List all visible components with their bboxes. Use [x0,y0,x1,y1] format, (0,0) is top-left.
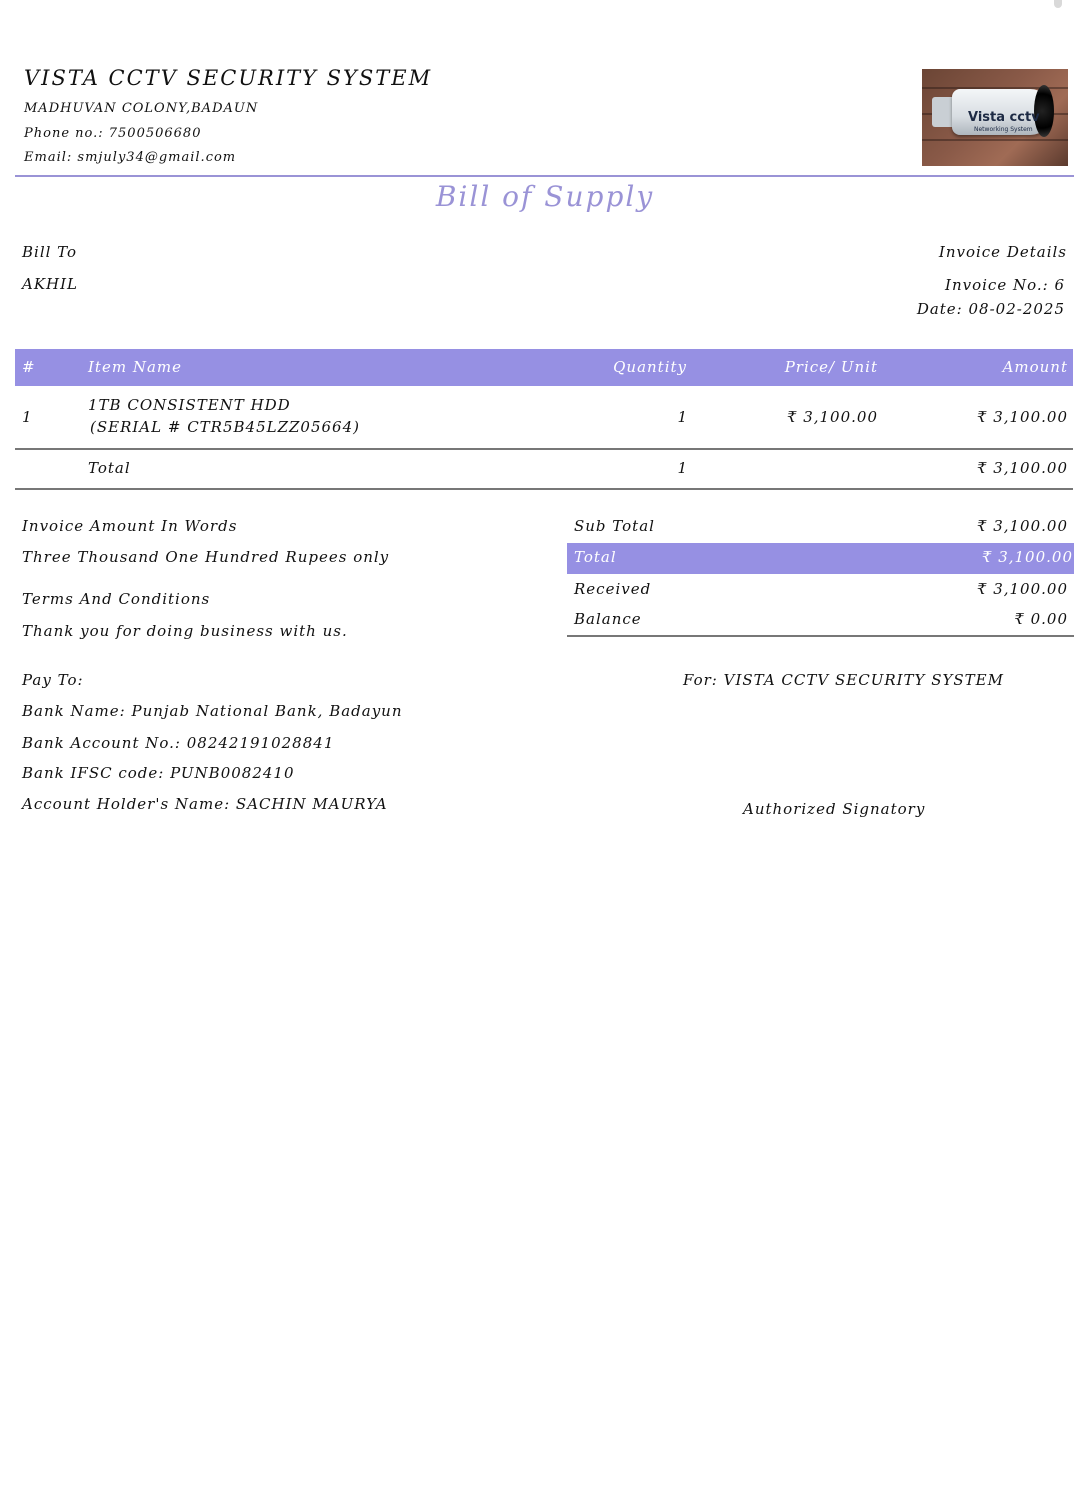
logo-text: Vista cctv [968,110,1040,125]
terms-label: Terms And Conditions [22,590,211,608]
authorized-signatory: Authorized Signatory [743,800,926,818]
company-email: Email: smjuly34@gmail.com [24,150,237,165]
subtotal-value: ₹ 3,100.00 [976,517,1068,535]
bank-name: Bank Name: Punjab National Bank, Badayun [22,702,403,720]
table-bottom-rule [15,488,1073,490]
company-logo [922,69,1068,166]
total-label: Total [88,459,131,477]
row-item-name: 1TB CONSISTENT HDD [88,396,291,414]
document-title: Bill of Supply [435,180,655,213]
company-name: VISTA CCTV SECURITY SYSTEM [24,66,433,90]
amount-in-words-value: Three Thousand One Hundred Rupees only [22,548,390,566]
company-address: MADHUVAN COLONY,BADAUN [24,101,259,116]
total-quantity: 1 [677,459,688,477]
scrollbar-thumb[interactable] [1054,0,1062,8]
pay-to-label: Pay To: [22,671,84,689]
header-price-unit: Price/ Unit [784,358,878,376]
row-index: 1 [22,408,33,426]
bank-account-number: Bank Account No.: 08242191028841 [22,734,335,752]
company-phone: Phone no.: 7500506680 [24,126,202,141]
balance-value: ₹ 0.00 [1014,610,1068,628]
row-quantity: 1 [677,408,688,426]
row-amount: ₹ 3,100.00 [976,408,1068,426]
account-holder-name: Account Holder's Name: SACHIN MAURYA [22,795,388,813]
received-value: ₹ 3,100.00 [976,580,1068,598]
subtotal-label: Sub Total [574,517,655,535]
bill-to-name: AKHIL [22,275,79,293]
total-amount: ₹ 3,100.00 [976,459,1068,477]
summary-total-value: ₹ 3,100.00 [981,548,1073,566]
summary-bottom-rule [567,635,1074,637]
terms-value: Thank you for doing business with us. [22,622,348,640]
table-divider [15,448,1073,450]
signature-for-label: For: VISTA CCTV SECURITY SYSTEM [683,671,1004,689]
summary-total-label: Total [574,548,617,566]
amount-in-words-label: Invoice Amount In Words [22,517,238,535]
header-divider [15,175,1074,177]
header-item-name: Item Name [88,358,182,376]
received-label: Received [574,580,652,598]
row-item-serial: (SERIAL # CTR5B45LZZ05664) [90,418,360,436]
balance-label: Balance [574,610,642,628]
bank-ifsc: Bank IFSC code: PUNB0082410 [22,764,295,782]
header-amount: Amount [1002,358,1068,376]
logo-subtext: Networking System [974,126,1033,133]
header-quantity: Quantity [613,358,687,376]
invoice-number: Invoice No.: 6 [945,276,1065,294]
invoice-date: Date: 08-02-2025 [916,300,1065,318]
invoice-details-label: Invoice Details [938,243,1067,261]
row-price: ₹ 3,100.00 [786,408,878,426]
bill-to-label: Bill To [22,243,78,261]
header-index: # [22,358,36,376]
